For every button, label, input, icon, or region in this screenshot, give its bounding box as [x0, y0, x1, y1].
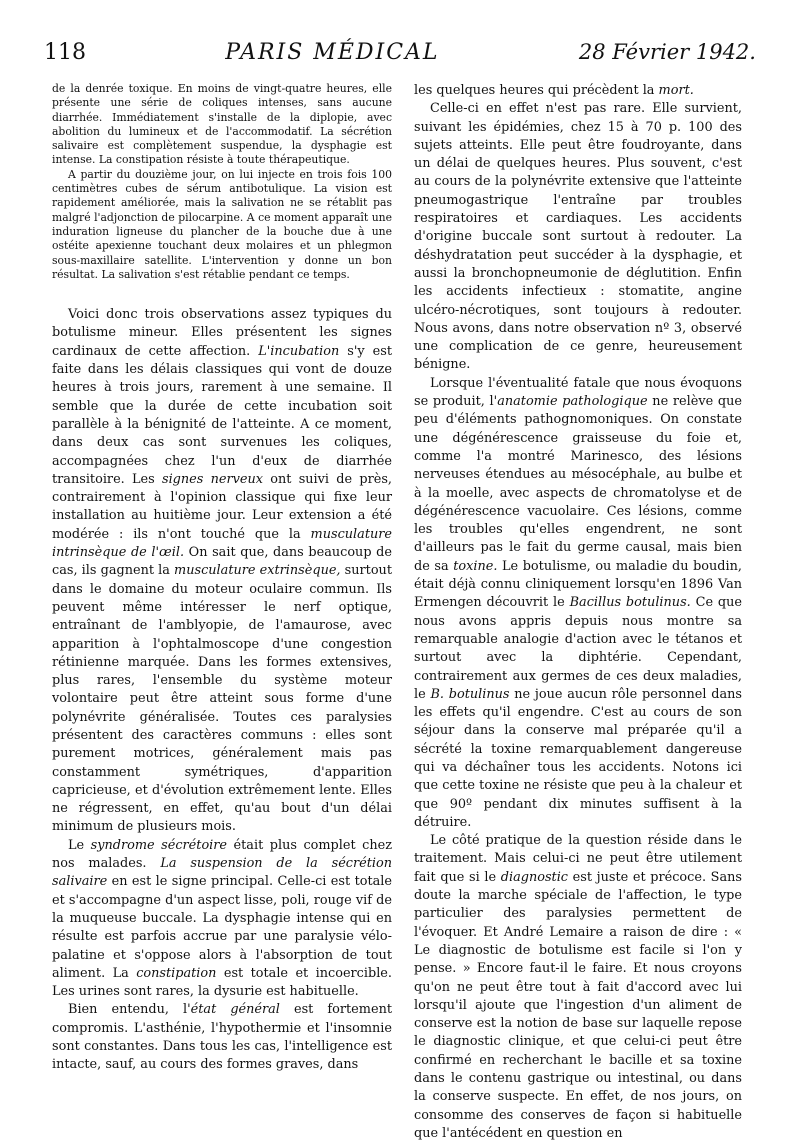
body-paragraph: [52, 837, 392, 1002]
text-run: était plus complet chez nos malades.: [52, 837, 392, 872]
text-run: Le botulisme, ou maladie du boudin, était déjà connu cliniquement lorsqu'en 1896 Van Ermengen découvrit le: [414, 558, 742, 611]
left-body-text: [52, 306, 392, 1074]
right-body-text: [414, 82, 742, 1143]
body-paragraph: [52, 1001, 392, 1074]
small-paragraph: A partir du douzième jour, on lui injecte en trois fois 100 centimètres cubes de sérum antibotulique. La vision est rapidement améliorée, mais la salivation ne se rétablit pas malgré l'adjonction de pilocarpine. A ce moment apparaît une induration ligneuse du plancher de la bouche due à une ostéite apexienne touchant deux molaires et un phlegmon sous-maxillaire satellite. L'intervention y donne un bon résultat. La salivation s'est rétablie pendant ce temps.: [52, 167, 392, 281]
italic-term: état général: [190, 1002, 280, 1018]
italic-term: Bacillus botulinus.: [569, 595, 691, 611]
text-run: Voici donc trois observations assez typiques du botulisme mineur. Elles présentent les signes cardinaux de cette affection.: [52, 307, 392, 359]
text-run: Le côté pratique de la question réside dans le traitement. Mais celui-ci ne peut être utilement fait que si le: [414, 833, 742, 885]
italic-term: constipation: [136, 965, 217, 981]
italic-term: diagnostic: [500, 869, 569, 885]
text-run: On sait que, dans beaucoup de cas, ils gagnent la: [52, 545, 392, 579]
body-paragraph: [414, 375, 742, 832]
text-run: Le: [68, 837, 91, 853]
text-run: Bien entendu, l': [68, 1002, 191, 1018]
text-run: ne joue aucun rôle personnel dans les effets qu'il engendre. C'est au cours de son séjour dans la conserve mal préparée qu'il a sécrété la toxine remarquablement dangereuse qui va déchaîner tous les accidents. Notons ici que cette toxine ne résiste que peu à la chaleur et que 90º pendant dix minutes suffisent à la détruire.: [414, 686, 742, 830]
right-column: [414, 82, 742, 1143]
italic-term: anatomie pathologique: [497, 394, 648, 410]
issue-date: 28 Février 1942.: [578, 40, 756, 64]
text-run: est fortement compromis. L'asthénie, l'hypothermie et l'insomnie sont constantes. Dans tous les cas, l'intelligence est intacte, sauf, au cours des formes graves, dans: [52, 1002, 392, 1073]
page-number: 118: [44, 40, 86, 65]
text-run: s'y est faite dans les délais classiques qui vont de douze heures à trois jours, rarement à une semaine. Il semble que la durée de cette incubation soit parallèle à la bénignité de l'atteinte. A ce moment, dans deux cas sont survenues les coliques, accompagnées chez l'un d'eux de diarrhée transitoire. Les: [52, 343, 392, 487]
text-run: Ce que nous avons appris depuis nous montre sa remarquable analogie d'action avec le tétanos et surtout avec la diphtérie. Cependant, contrairement aux germes de ces deux maladies, le: [414, 595, 742, 702]
text-run: est juste et précoce. Sans doute la marche spéciale de l'affection, le type particulier des paralysies permettent de l'évoquer. Et André Lemaire a raison de dire : « Le diagnostic de botulisme est facile si l'on y pense. » Encore faut-il le faire. Et nous croyons qu'on ne peut être tout à fait d'accord avec lui lorsqu'il ajoute que l'ingestion d'un aliment de conserve est la notion de base sur laquelle repose le diagnostic clinique, et que celui-ci peut être confirmé en recherchant le bacille et sa toxine dans le contenu gastrique ou intestinal, ou dans la conserve suspecte. En effet, de nos jours, on consomme des conserves de façon si habituelle que l'antécédent en question en: [414, 869, 742, 1141]
italic-term: mort.: [658, 83, 694, 98]
text-run: surtout dans le domaine du moteur oculaire commun. Ils peuvent même intéresser le nerf optique, entraînant de l'amblyopie, de l'amaurose, avec apparition à l'ophtalmoscope d'une congestion rétinienne marquée. Dans les formes extensives, plus rares, l'ensemble du système moteur volontaire peut être atteint sous forme d'une polynévrite généralisée. Toutes ces paralysies présentent des caractères communs : elles sont purement motrices, généralement mais pas constamment symétriques, d'apparition capricieuse, et d'évolution extrêmement lente. Elles ne régressent, en effet, qu'au bout d'un délai minimum de plusieurs mois.: [52, 563, 392, 835]
italic-term: La suspension de la sécrétion salivaire: [52, 856, 393, 890]
body-paragraph: [414, 82, 742, 100]
text-run: en est le signe principal. Celle-ci est totale et s'accompagne d'un aspect lisse, poli, rouge vif de la muqueuse buccale. La dysphagie intense qui en résulte est parfois accrue par une paralysie vélo-palatine et s'oppose alors à l'absorption de tout aliment. La: [52, 874, 392, 981]
italic-term: B. botulinus: [430, 686, 510, 702]
observation-excerpt: [52, 82, 392, 282]
left-column: [52, 82, 392, 1075]
italic-term: syndrome sécrétoire: [90, 837, 228, 853]
italic-term: musculature extrinsèque,: [174, 563, 341, 579]
text-run: Lorsque l'éventualité fatale que nous évoquons se produit, l': [414, 375, 742, 410]
body-paragraph: [52, 306, 392, 837]
italic-term: musculature intrinsèque de l'œil.: [52, 526, 392, 561]
text-run: les quelques heures qui précèdent la: [414, 83, 659, 98]
small-paragraph: de la denrée toxique. En moins de vingt-quatre heures, elle présente une série de coliques intenses, sans aucune diarrhée. Immédiatement s'installe de la diplopie, avec abolition du lumineux et de l'accommodatif. La sécrétion salivaire est complètement suspendue, la dysphagie est intense. La constipation résiste à toute thérapeutique.: [52, 82, 392, 167]
text-run: ont suivi de près, contrairement à l'opinion classique qui fixe leur installation au huitième jour. Leur extension a été modérée : ils n'ont touché que la: [52, 471, 392, 542]
italic-term: signes nerveux: [161, 471, 264, 487]
text-run: est totale et incoercible. Les urines sont rares, la dysurie est habituelle.: [52, 965, 392, 1000]
text-run: ne relève que peu d'éléments pathognomoniques. On constate une dégénérescence graisseuse du foie et, comme l'a montré Marinesco, des lésions nerveuses étendues au mésocéphale, au bulbe et à la moelle, avec aspects de chromatolyse et de dégénérescence vacuolaire. Ces lésions, comme les troubles qu'elles engendrent, ne sont d'ailleurs pas le fait du germe causal, mais bien de sa: [414, 394, 742, 574]
running-header: [44, 40, 756, 80]
italic-term: toxine.: [453, 558, 498, 574]
body-paragraph: [414, 832, 742, 1143]
journal-title: PARIS MÉDICAL: [225, 40, 440, 65]
italic-term: L'incubation: [258, 343, 340, 359]
body-paragraph: Celle-ci en effet n'est pas rare. Elle survient, suivant les épidémies, chez 15 à 70 p. 100 des sujets atteints. Elle peut être foudroyante, dans un délai de quelques heures. Plus souvent, c'est au cours de la polynévrite extensive que l'atteinte pneumogastrique l'entraîne par troubles respiratoires et cardiaques. Les accidents d'origine buccale sont surtout à redouter. La déshydratation peut succéder à la dysphagie, et aussi la bronchopneumonie de déglutition. Enfin les accidents infectieux : stomatite, angine ulcéro-nécrotiques, sont toujours à redouter. Nous avons, dans notre observation nº 3, observé une complication de ce genre, heureusement bénigne.: [414, 101, 742, 373]
